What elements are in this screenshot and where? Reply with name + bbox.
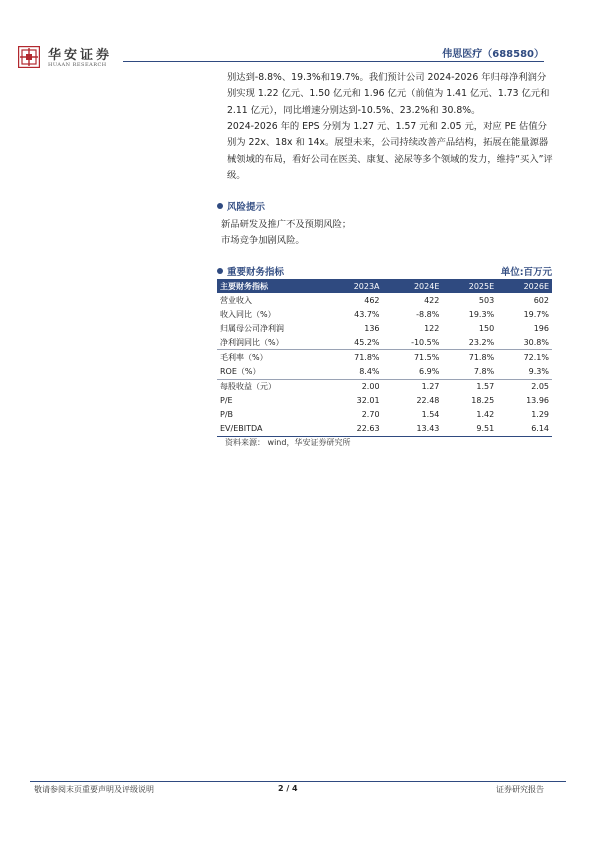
table-cell: 13.96 bbox=[526, 396, 549, 406]
column-header: 2026E bbox=[497, 279, 552, 293]
table-cell: 19.3% bbox=[468, 309, 495, 319]
bullet-dot-icon bbox=[217, 203, 223, 209]
table-row bbox=[217, 335, 552, 350]
data-source-note: 资料来源： wind，华安证券研究所 bbox=[225, 438, 351, 447]
paragraph-forecast: 别达到-8.8%、19.3%和19.7%。我们预计公司 2024-2026 年归母净利润分别实现 1.22 亿元、1.50 亿元和 1.96 亿元（前值为 1.41 亿元、1.73 亿元和 2.11 亿元），同比增速分别达到-10.5%、23.2%和 30.8%。 bbox=[227, 72, 550, 116]
row-label: 净利润同比（%） bbox=[220, 337, 284, 347]
table-cell: 8.4% bbox=[359, 367, 380, 377]
table-cell: 602 bbox=[533, 295, 549, 305]
table-cell: 196 bbox=[533, 323, 549, 333]
table-row bbox=[217, 321, 552, 335]
risk-section-title bbox=[217, 199, 265, 213]
table-cell: 2.05 bbox=[497, 379, 552, 394]
table-row bbox=[217, 408, 552, 422]
table-cell: 71.5% bbox=[383, 350, 443, 365]
table-row bbox=[217, 350, 552, 365]
row-label: EV/EBITDA bbox=[217, 422, 327, 437]
footer-disclaimer: 敬请参阅末页重要声明及评级说明 bbox=[34, 785, 154, 794]
table-cell: 32.01 bbox=[356, 396, 380, 406]
table-cell: 1.27 bbox=[383, 379, 443, 394]
unit-label: 单位:百万元 bbox=[500, 267, 552, 278]
table-cell: 9.3% bbox=[528, 367, 549, 377]
column-header: 2023A bbox=[327, 279, 383, 293]
header-divider bbox=[123, 61, 544, 62]
table-cell: 30.8% bbox=[523, 337, 549, 347]
table-cell: 19.7% bbox=[523, 309, 549, 319]
table-cell: 7.8% bbox=[473, 367, 495, 377]
table-cell: 1.42 bbox=[476, 410, 495, 420]
row-label: 收入同比（%） bbox=[220, 309, 276, 319]
risk-item: 新品研发及推广不及预期风险； bbox=[221, 219, 352, 230]
table-cell: 1.54 bbox=[421, 410, 440, 420]
report-title: 伟思医疗（688580） bbox=[442, 49, 544, 60]
table-cell: 18.25 bbox=[471, 396, 495, 406]
logo-seal-icon bbox=[18, 46, 40, 68]
table-cell: 462 bbox=[364, 295, 380, 305]
table-cell: 23.2% bbox=[468, 337, 495, 347]
table-cell: 1.29 bbox=[531, 410, 549, 420]
financial-title-text: 重要财务指标 bbox=[227, 267, 285, 278]
table-cell: 13.43 bbox=[383, 422, 443, 437]
page-number: 2 / 4 bbox=[278, 784, 298, 793]
table-row bbox=[217, 394, 552, 408]
table-cell: 1.57 bbox=[442, 379, 497, 394]
row-label: P/E bbox=[220, 396, 233, 406]
row-label: 毛利率（%） bbox=[217, 350, 327, 365]
table-cell: 71.8% bbox=[442, 350, 497, 365]
table-row bbox=[217, 379, 552, 394]
table-cell: 43.7% bbox=[354, 309, 380, 319]
table-cell: -8.8% bbox=[416, 309, 440, 319]
table-cell: 2.00 bbox=[327, 379, 383, 394]
table-cell: 422 bbox=[424, 295, 440, 305]
table-cell: 2.70 bbox=[361, 410, 380, 420]
footer-doc-type: 证券研究报告 bbox=[496, 785, 544, 794]
table-cell: 72.1% bbox=[497, 350, 552, 365]
table-cell: 150 bbox=[478, 323, 495, 333]
table-cell: -10.5% bbox=[411, 337, 440, 347]
table-cell: 71.8% bbox=[327, 350, 383, 365]
row-label: P/B bbox=[220, 410, 234, 420]
table-cell: 503 bbox=[478, 295, 495, 305]
financial-section-title bbox=[217, 264, 284, 278]
table-cell: 22.63 bbox=[327, 422, 383, 437]
risk-item: 市场竞争加剧风险。 bbox=[221, 235, 305, 246]
column-header: 2024E bbox=[383, 279, 443, 293]
bullet-dot-icon bbox=[217, 268, 223, 274]
row-label: 营业收入 bbox=[220, 295, 252, 305]
table-row bbox=[217, 307, 552, 321]
table-row bbox=[217, 293, 552, 307]
logo-text-cn: 华安证券 bbox=[48, 48, 113, 63]
table-header-row bbox=[217, 279, 552, 293]
row-label: 归属母公司净利润 bbox=[220, 323, 284, 333]
table-cell: 136 bbox=[364, 323, 380, 333]
row-label: ROE（%） bbox=[220, 367, 261, 377]
table-cell: 122 bbox=[424, 323, 440, 333]
table-cell: 6.14 bbox=[497, 422, 552, 437]
brand-logo bbox=[16, 44, 121, 74]
row-label: 每股收益（元） bbox=[217, 379, 327, 394]
table-row bbox=[217, 364, 552, 379]
table-row bbox=[217, 422, 552, 437]
column-header: 2025E bbox=[442, 279, 497, 293]
risk-title-text: 风险提示 bbox=[227, 202, 266, 213]
column-header: 主要财务指标 bbox=[217, 279, 327, 293]
logo-text-en: HUAAN RESEARCH bbox=[48, 62, 107, 68]
footer-divider bbox=[30, 781, 566, 782]
table-cell: 6.9% bbox=[419, 367, 440, 377]
table-cell: 22.48 bbox=[416, 396, 440, 406]
table-cell: 9.51 bbox=[442, 422, 497, 437]
financial-table bbox=[217, 279, 552, 437]
table-cell: 45.2% bbox=[354, 337, 380, 347]
paragraph-valuation: 2024-2026 年的 EPS 分别为 1.27 元、1.57 元和 2.05 元，对应 PE 估值分别为 22x、18x 和 14x。展望未来，公司持续改善产品结构，拓展在能量源器械领域的布局，看好公司在医美、康复、泌尿等多个领域的发力，维持“买入”评级。 bbox=[227, 121, 553, 182]
